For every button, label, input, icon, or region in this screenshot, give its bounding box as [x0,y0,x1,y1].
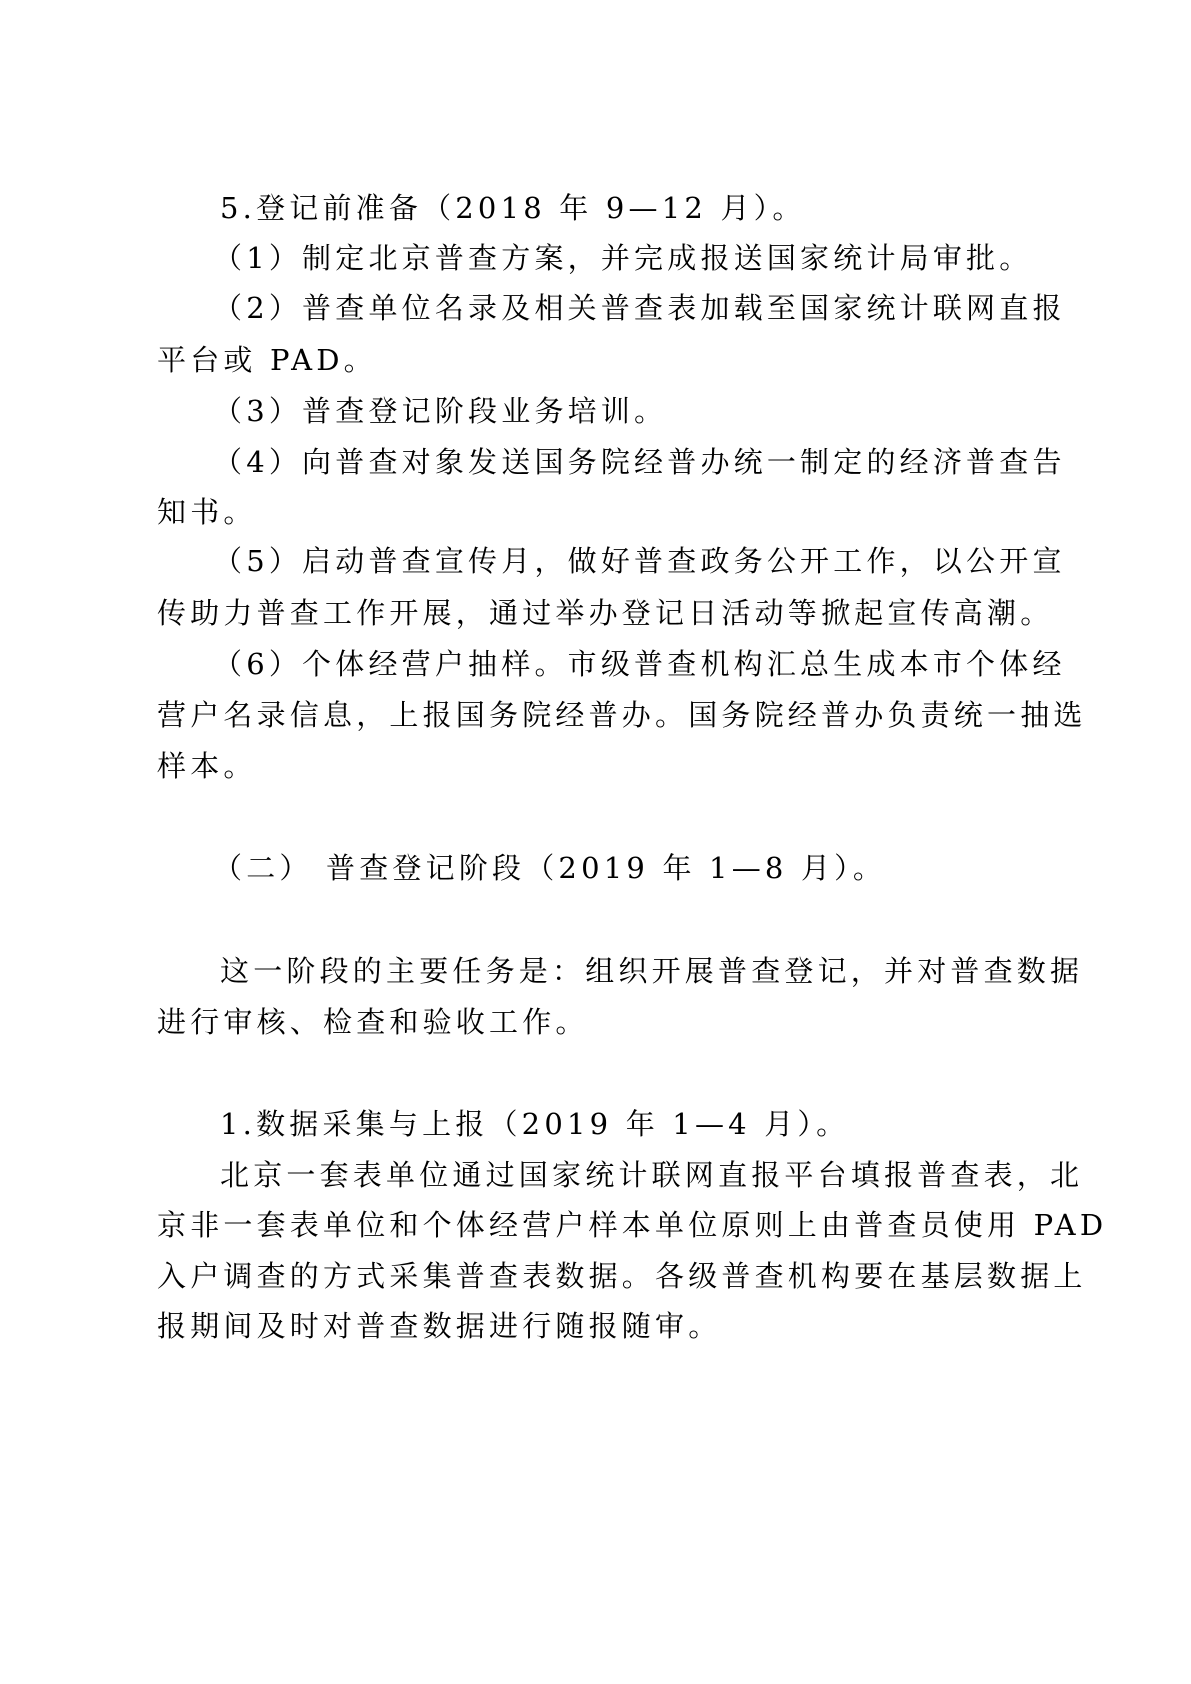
body-line-3: 入户调查的方式采集普查表数据。各级普查机构要在基层数据上 [157,1259,1087,1293]
phase-heading: （二） 普查登记阶段（2019 年 1—8 月）。 [213,851,887,885]
list-item-5-line-2: 传助力普查工作开展，通过举办登记日活动等掀起宣传高潮。 [157,596,1054,630]
list-item-1: （1）制定北京普查方案，并完成报送国家统计局审批。 [213,241,1033,275]
list-item-6-line-3: 样本。 [157,749,257,783]
body-line-4: 报期间及时对普查数据进行随报随审。 [157,1309,722,1343]
phase-intro-line-2: 进行审核、检查和验收工作。 [157,1005,589,1039]
body-line-2: 京非一套表单位和个体经营户样本单位原则上由普查员使用 PAD [157,1208,1108,1242]
body-line-1: 北京一套表单位通过国家统计联网直报平台填报普查表，北 [220,1158,1084,1192]
list-item-2-line-2: 平台或 PAD。 [157,343,377,377]
list-item-6-line-1: （6）个体经营户抽样。市级普查机构汇总生成本市个体经 [213,647,1066,681]
list-item-3: （3）普查登记阶段业务培训。 [213,394,668,428]
section-title-data-collection: 1.数据采集与上报（2019 年 1—4 月）。 [220,1107,850,1141]
phase-intro-line-1: 这一阶段的主要任务是：组织开展普查登记，并对普查数据 [220,954,1084,988]
list-item-4-line-1: （4）向普查对象发送国务院经普办统一制定的经济普查告 [213,445,1066,479]
list-item-2-line-1: （2）普查单位名录及相关普查表加载至国家统计联网直报 [213,291,1066,325]
list-item-4-line-2: 知书。 [157,495,257,529]
list-item-6-line-2: 营户名录信息，上报国务院经普办。国务院经普办负责统一抽选 [157,698,1087,732]
list-item-5-line-1: （5）启动普查宣传月，做好普查政务公开工作，以公开宣 [213,544,1066,578]
section-title-registration-prep: 5.登记前准备（2018 年 9—12 月）。 [220,191,806,225]
